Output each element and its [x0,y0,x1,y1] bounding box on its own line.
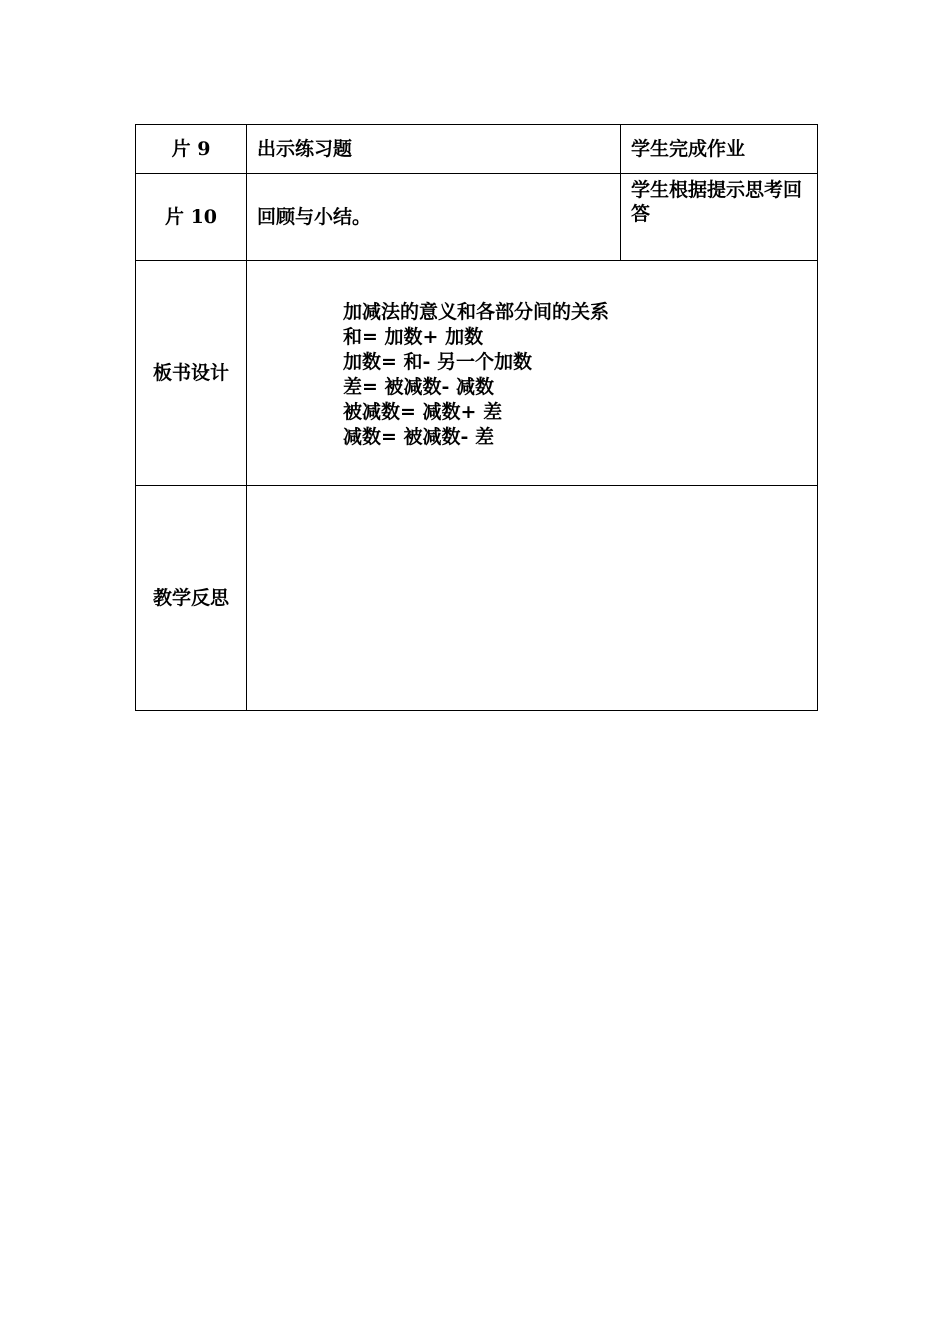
board-design-label: 板书设计 [136,261,247,486]
board-line: 加数= 和- 另一个加数 [343,351,533,373]
board-line: 加减法的意义和各部分间的关系 [343,301,610,323]
slide-number-cell: 片 10 [136,174,247,261]
board-line: 被减数= 减数+ 差 [343,401,503,423]
lesson-plan-table [135,124,818,711]
teacher-activity-cell: 回顾与小结。 [247,174,621,261]
slide-number-cell: 片 9 [136,125,247,174]
reflection-row [136,486,818,711]
board-design-row [136,261,818,486]
board-line: 和= 加数+ 加数 [343,326,484,348]
reflection-content [247,486,818,711]
student-activity-cell: 学生完成作业 [621,125,818,174]
teacher-activity-cell: 出示练习题 [247,125,621,174]
board-line: 差= 被减数- 减数 [343,376,495,398]
table-row [136,125,818,174]
student-activity-cell: 学生根据提示思考回答 [621,174,818,261]
table-row [136,174,818,261]
reflection-label: 教学反思 [136,486,247,711]
board-line: 减数= 被减数- 差 [343,426,495,448]
board-design-content [247,261,818,486]
board-lines [257,296,807,450]
